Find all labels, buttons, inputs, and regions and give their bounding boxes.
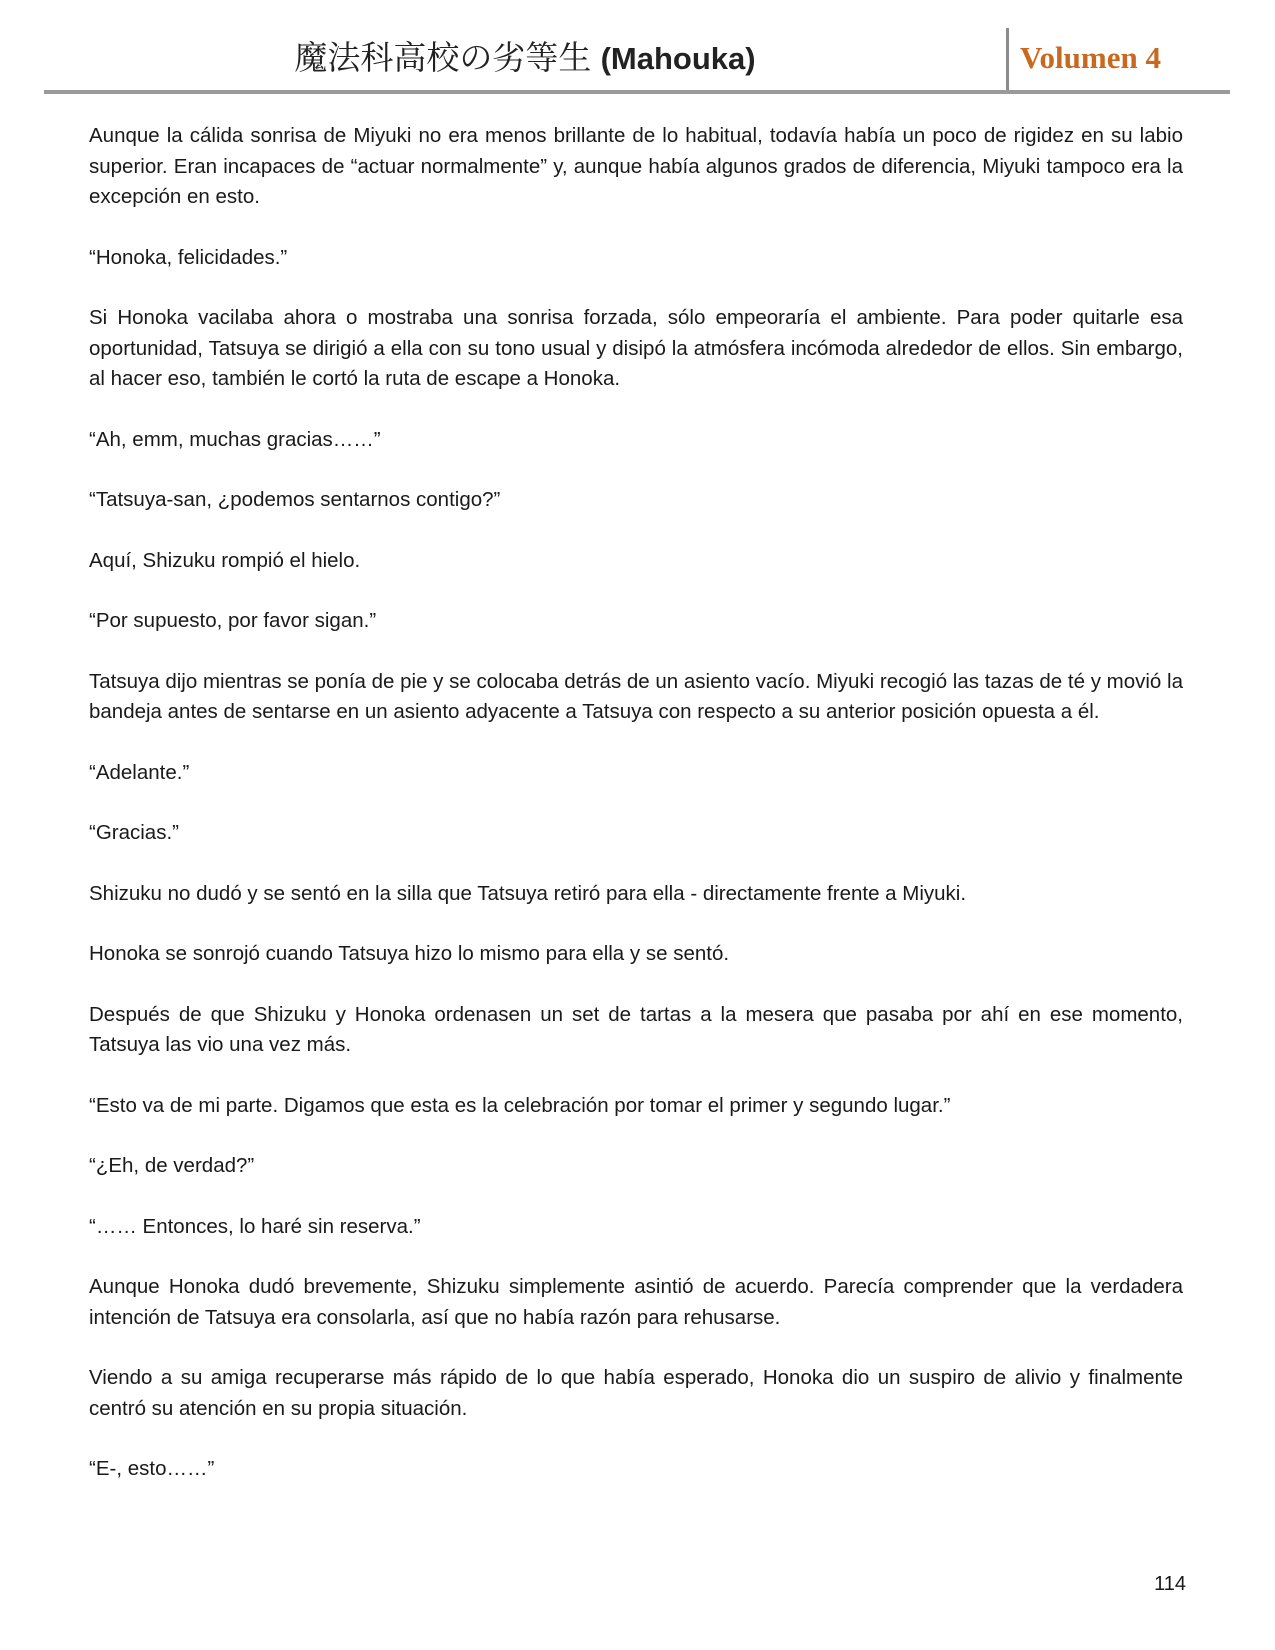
paragraph: “Por supuesto, por favor sigan.”	[89, 609, 377, 632]
paragraph: Aunque Honoka dudó brevemente, Shizuku simplemente asintió de acuerdo. Parecía comprender que la verdadera intención de Tatsuya era consolarla, así que no había razón para rehusarse.	[89, 1275, 1183, 1329]
paragraph: Aunque la cálida sonrisa de Miyuki no era menos brillante de lo habitual, todavía había un poco de rigidez en su labio superior. Eran incapaces de “actuar normalmente” y, aunque había algunos grados de diferencia, Miyuki tampoco era la excepción en esto.	[89, 124, 1183, 208]
paragraph: Shizuku no dudó y se sentó en la silla que Tatsuya retiró para ella - directamente frente a Miyuki.	[89, 881, 967, 905]
paragraph: “¿Eh, de verdad?”	[89, 1154, 255, 1177]
paragraph: Viendo a su amiga recuperarse más rápido de lo que había esperado, Honoka dio un suspiro de alivio y finalmente centró su atención en su propia situación.	[89, 1366, 1183, 1420]
header-divider	[1006, 28, 1009, 92]
paragraph: Honoka se sonrojó cuando Tatsuya hizo lo mismo para ella y se sentó.	[89, 942, 730, 965]
volume-label: Volumen 4	[1020, 40, 1161, 75]
paragraph: Tatsuya dijo mientras se ponía de pie y se colocaba detrás de un asiento vacío. Miyuki recogió las tazas de té y movió la bandeja antes de sentarse en un asiento adyacente a Tatsuya con respecto a su anterior posición opuesta a él.	[89, 669, 1183, 723]
paragraph: “Tatsuya-san, ¿podemos sentarnos contigo?”	[89, 488, 501, 511]
book-title-japanese: 魔法科高校の劣等生	[294, 39, 592, 76]
book-title	[44, 38, 1006, 79]
header-rule	[44, 90, 1230, 94]
paragraph: “Ah, emm, muchas gracias……”	[89, 427, 381, 451]
book-title-latin: (Mahouka)	[600, 41, 756, 76]
paragraph: “Gracias.”	[89, 821, 179, 844]
paragraph: “Esto va de mi parte. Digamos que esta es la celebración por tomar el primer y segundo lugar.”	[89, 1093, 951, 1117]
paragraph: “E-, esto……”	[89, 1457, 215, 1480]
page-header	[44, 24, 1230, 94]
paragraph: “Adelante.”	[89, 760, 190, 784]
page-number: 114	[1154, 1573, 1186, 1595]
page-body	[89, 121, 1183, 1515]
paragraph: Después de que Shizuku y Honoka ordenasen un set de tartas a la mesera que pasaba por ahí en ese momento, Tatsuya las vio una vez más.	[89, 1002, 1183, 1056]
paragraph: “…… Entonces, lo haré sin reserva.”	[89, 1214, 421, 1238]
paragraph: Aquí, Shizuku rompió el hielo.	[89, 548, 361, 572]
paragraph: “Honoka, felicidades.”	[89, 245, 288, 269]
paragraph: Si Honoka vacilaba ahora o mostraba una sonrisa forzada, sólo empeoraría el ambiente. Para poder quitarle esa oportunidad, Tatsuya se dirigió a ella con su tono usual y disipó la atmósfera incómoda alrededor de ellos. Sin embargo, al hacer eso, también le cortó la ruta de escape a Honoka.	[89, 306, 1183, 390]
